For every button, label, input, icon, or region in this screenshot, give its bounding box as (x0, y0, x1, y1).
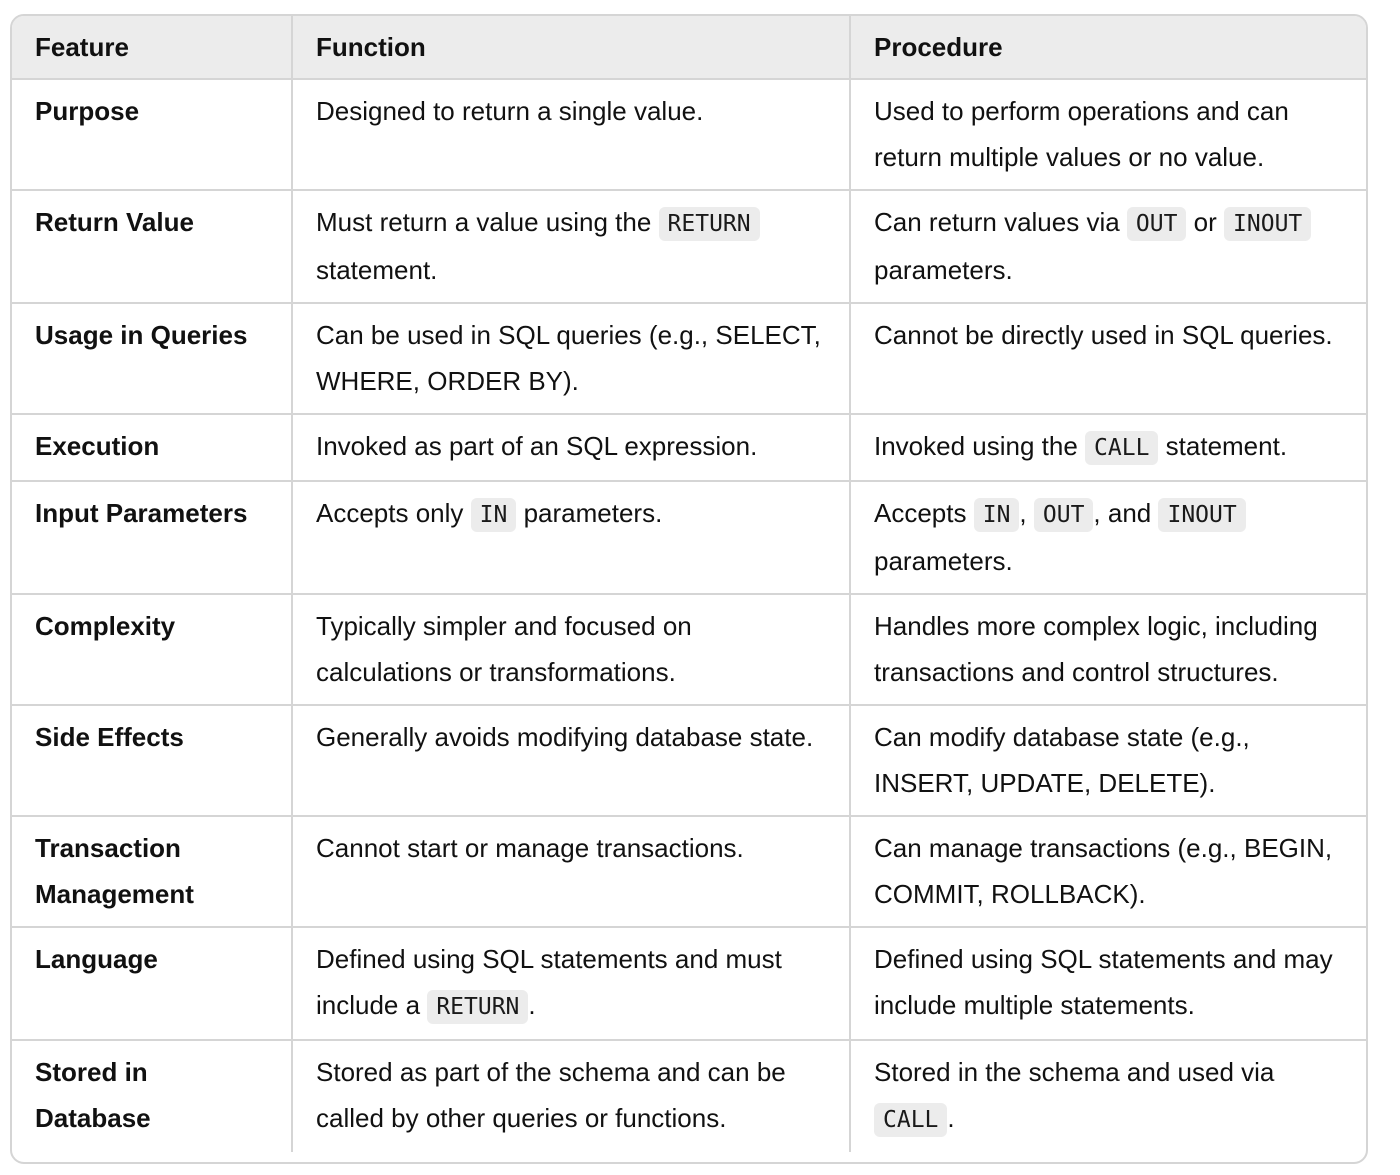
feature-cell: Stored in Database (12, 1040, 292, 1152)
cell-text: statement. (316, 255, 438, 285)
cell-text: parameters. (874, 255, 1013, 285)
procedure-cell (850, 414, 1366, 481)
feature-cell: Execution (12, 414, 292, 481)
procedure-cell (850, 1040, 1366, 1152)
function-cell (292, 303, 850, 414)
feature-cell: Side Effects (12, 705, 292, 816)
inline-code: INOUT (1224, 207, 1311, 241)
cell-text: Invoked as part of an SQL expression. (316, 431, 758, 461)
cell-text: Generally avoids modifying database state. (316, 722, 814, 752)
cell-text: Accepts only (316, 498, 471, 528)
inline-code: RETURN (659, 207, 760, 241)
cell-text: Typically simpler and focused on calculations or transformations. (316, 611, 692, 687)
function-cell (292, 79, 850, 190)
table-row (12, 303, 1366, 414)
cell-text: , (1019, 498, 1034, 528)
cell-text: Accepts (874, 498, 974, 528)
feature-cell: Transaction Management (12, 816, 292, 927)
feature-cell: Complexity (12, 594, 292, 705)
cell-text: Defined using SQL statements and may include multiple statements. (874, 944, 1333, 1020)
table-row (12, 481, 1366, 594)
function-cell (292, 927, 850, 1040)
table-row (12, 816, 1366, 927)
feature-cell: Return Value (12, 190, 292, 303)
procedure-cell (850, 481, 1366, 594)
cell-text: Stored as part of the schema and can be called by other queries or functions. (316, 1057, 786, 1133)
feature-cell: Language (12, 927, 292, 1040)
inline-code: CALL (1085, 431, 1158, 465)
cell-text: Can modify database state (e.g., INSERT, UPDATE, DELETE). (874, 722, 1250, 798)
procedure-cell (850, 190, 1366, 303)
comparison-table (12, 16, 1366, 1152)
cell-text: Used to perform operations and can return multiple values or no value. (874, 96, 1289, 172)
cell-text: Can be used in SQL queries (e.g., SELECT, WHERE, ORDER BY). (316, 320, 821, 396)
table-row (12, 705, 1366, 816)
cell-text: parameters. (874, 546, 1013, 576)
inline-code: INOUT (1158, 498, 1245, 532)
feature-cell: Usage in Queries (12, 303, 292, 414)
procedure-cell (850, 79, 1366, 190)
feature-cell: Purpose (12, 79, 292, 190)
inline-code: CALL (874, 1103, 947, 1137)
cell-text: Can return values via (874, 207, 1127, 237)
cell-text: Handles more complex logic, including transactions and control structures. (874, 611, 1318, 687)
cell-text: statement. (1158, 431, 1288, 461)
cell-text: . (528, 990, 536, 1020)
comparison-table-container (10, 14, 1368, 1164)
function-cell (292, 481, 850, 594)
table-row (12, 927, 1366, 1040)
table-body (12, 79, 1366, 1152)
function-cell (292, 1040, 850, 1152)
cell-text: Designed to return a single value. (316, 96, 704, 126)
header-function: Function (292, 16, 850, 79)
inline-code: OUT (1034, 498, 1094, 532)
procedure-cell (850, 705, 1366, 816)
table-row (12, 594, 1366, 705)
procedure-cell (850, 927, 1366, 1040)
inline-code: IN (471, 498, 517, 532)
cell-text: Stored in the schema and used via (874, 1057, 1275, 1087)
procedure-cell (850, 816, 1366, 927)
cell-text: Can manage transactions (e.g., BEGIN, COMMIT, ROLLBACK). (874, 833, 1333, 909)
header-feature: Feature (12, 16, 292, 79)
function-cell (292, 594, 850, 705)
cell-text: Must return a value using the (316, 207, 659, 237)
cell-text: , and (1093, 498, 1159, 528)
header-row (12, 16, 1366, 79)
procedure-cell (850, 594, 1366, 705)
table-row (12, 1040, 1366, 1152)
table-header (12, 16, 1366, 79)
cell-text: Invoked using the (874, 431, 1086, 461)
table-row (12, 190, 1366, 303)
function-cell (292, 190, 850, 303)
inline-code: OUT (1127, 207, 1187, 241)
cell-text: Cannot be directly used in SQL queries. (874, 320, 1333, 350)
cell-text: . (947, 1103, 955, 1133)
cell-text: Cannot start or manage transactions. (316, 833, 744, 863)
cell-text: parameters. (516, 498, 663, 528)
function-cell (292, 705, 850, 816)
cell-text: Defined using SQL statements and must include a (316, 944, 782, 1020)
feature-cell: Input Parameters (12, 481, 292, 594)
header-procedure: Procedure (850, 16, 1366, 79)
inline-code: IN (974, 498, 1020, 532)
inline-code: RETURN (427, 990, 528, 1024)
cell-text: or (1186, 207, 1225, 237)
table-row (12, 414, 1366, 481)
table-row (12, 79, 1366, 190)
function-cell (292, 414, 850, 481)
procedure-cell (850, 303, 1366, 414)
function-cell (292, 816, 850, 927)
